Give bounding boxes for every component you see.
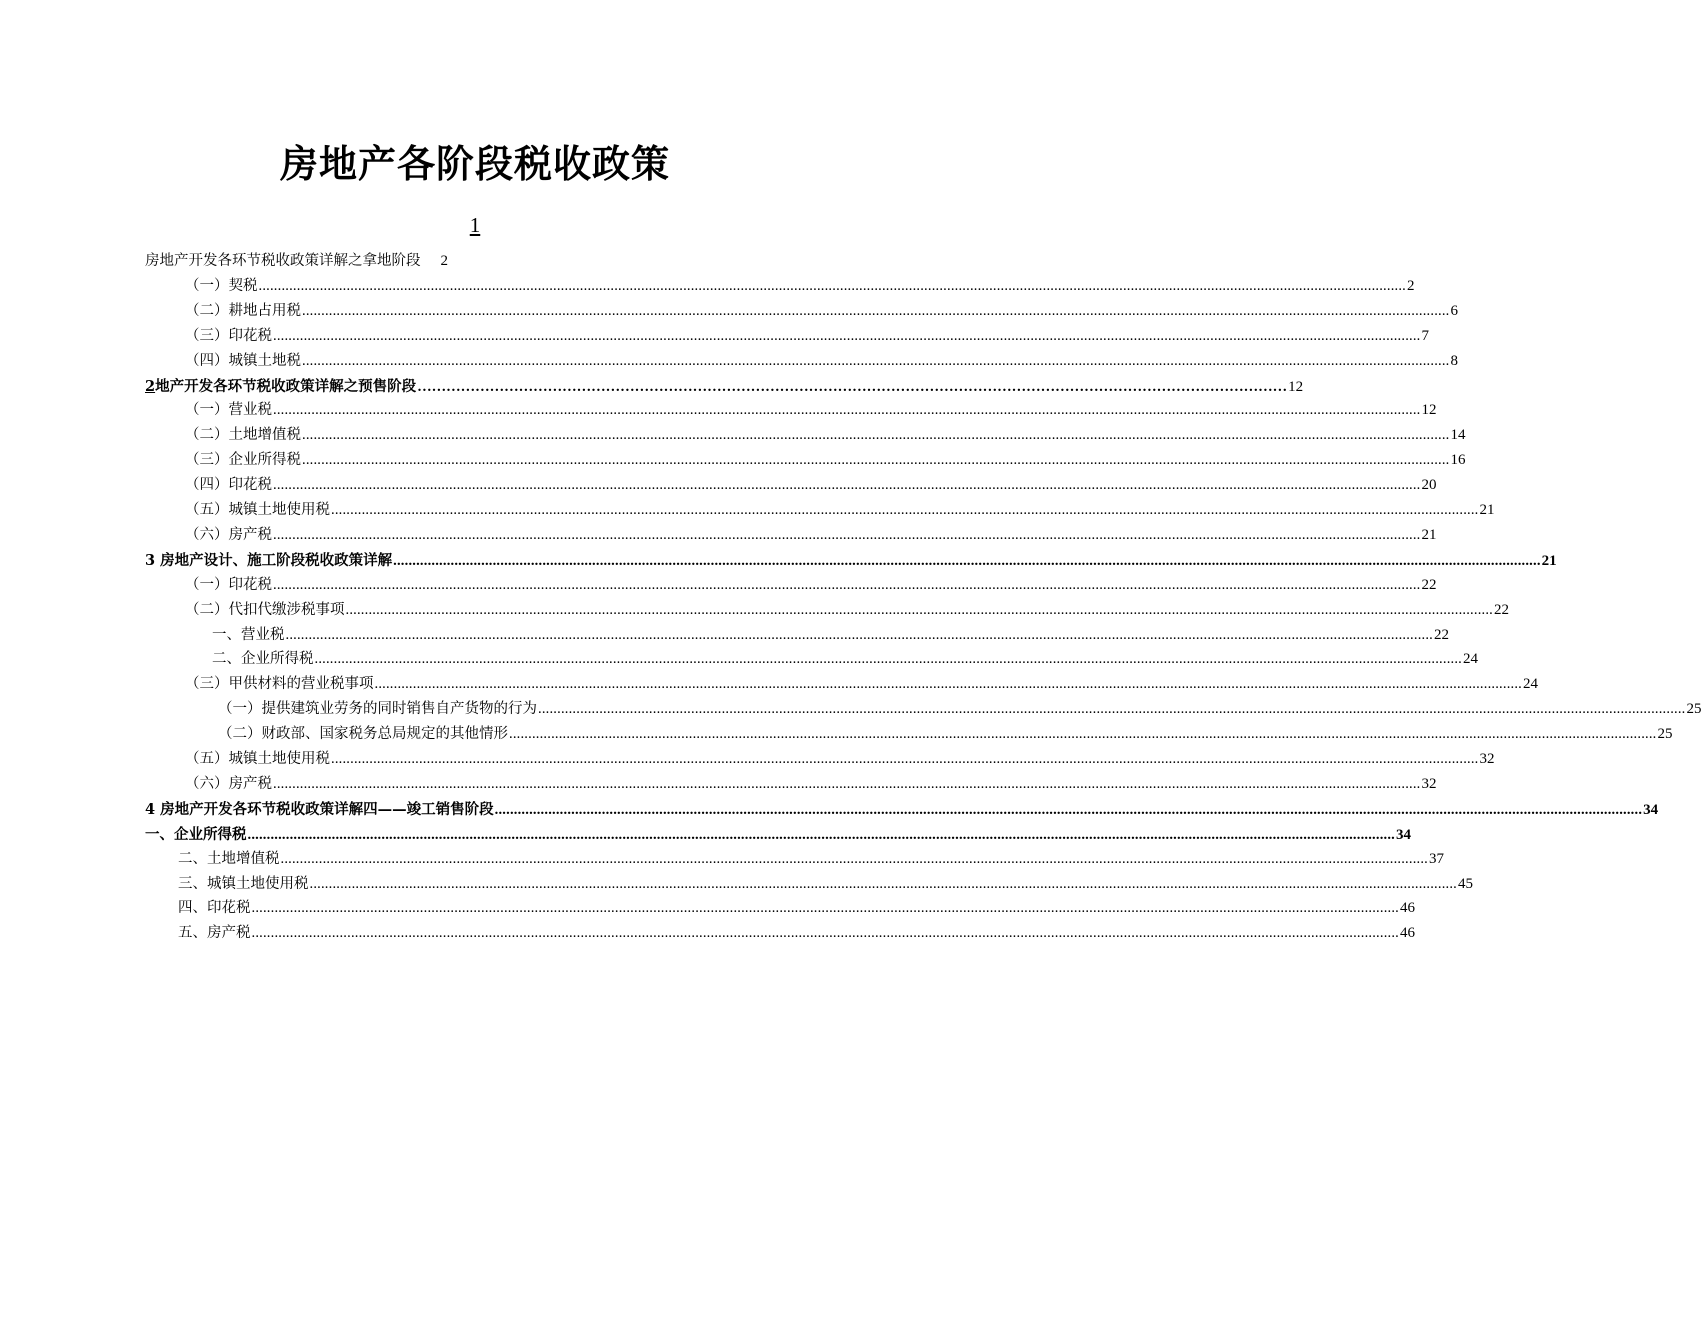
toc-page-number: 24 xyxy=(1523,676,1538,693)
toc-dot-leader: ............................................................................................................................................................................................................................................................................................................ xyxy=(494,801,1643,818)
toc-entry[interactable] xyxy=(178,921,1415,946)
toc-entry[interactable] xyxy=(145,822,1411,847)
toc-entry-text: 4 房地产开发各环节税收政策详解四——竣工销售阶段 xyxy=(145,800,494,818)
toc-entry-label xyxy=(178,896,251,921)
toc-page-number: 22 xyxy=(1494,601,1509,618)
toc-page-number: 2 xyxy=(1407,277,1415,294)
toc-entry-label xyxy=(145,249,421,274)
toc-page-number: 21 xyxy=(1541,552,1557,569)
toc-entry-text: （五）城镇土地使用税 xyxy=(185,751,330,767)
toc-dot-leader: ............................................................................................................................................................................................................................................................................................................ xyxy=(273,576,1421,593)
toc-entry-text: （四）城镇土地税 xyxy=(185,352,301,369)
toc-page-number: 8 xyxy=(1450,352,1458,369)
toc-entry[interactable] xyxy=(178,847,1444,872)
toc-dot-leader: ............................................................................................................................................................................................................................................................................................................ xyxy=(509,726,1657,743)
toc-dot-leader: ............................................................................................................................................................................................................................................................................................................ xyxy=(302,427,1450,444)
toc-entry[interactable] xyxy=(185,747,1495,772)
toc-entry[interactable] xyxy=(218,722,1673,747)
toc-entry-number: 2 xyxy=(145,377,156,395)
toc-entry[interactable] xyxy=(185,498,1495,523)
toc-entry-text: （三）印花税 xyxy=(185,327,272,344)
toc-entry-label xyxy=(185,498,330,523)
toc-entry[interactable] xyxy=(185,274,1415,299)
toc-entry[interactable] xyxy=(212,647,1478,672)
toc-page-number: 34 xyxy=(1396,826,1411,843)
toc-page-number: 12 xyxy=(1421,402,1437,419)
toc-dot-leader: ............................................................................................................................................................................................................................................................................................................ xyxy=(302,452,1450,469)
toc-entry[interactable] xyxy=(185,772,1437,797)
toc-entry-text: （四）印花税 xyxy=(185,477,272,494)
toc-entry[interactable] xyxy=(145,249,490,274)
toc-page-number: 46 xyxy=(1400,925,1415,942)
toc-dot-leader: ............................................................................................................................................................................................................................................................................................................ xyxy=(393,552,1541,569)
toc-entry-text: 一、企业所得税 xyxy=(145,825,247,843)
toc-page-number: 32 xyxy=(1421,775,1437,792)
toc-page-number: 21 xyxy=(1479,502,1495,518)
toc-dot-leader: ............................................................................................................................................................................................................................................................................................................ xyxy=(258,277,1406,294)
toc-dot-leader: ............................................................................................................................................................................................................................................................................................................ xyxy=(247,826,1395,843)
toc-entry[interactable] xyxy=(185,448,1466,473)
toc-entry-text: 二、企业所得税 xyxy=(212,651,314,668)
toc-entry-text: 二、土地增值税 xyxy=(178,850,280,867)
toc-entry-label xyxy=(145,548,392,573)
toc-entry-text: （六）房产税 xyxy=(185,526,272,543)
toc-entry-text: （一）提供建筑业劳务的同时销售自产货物的行为 xyxy=(218,701,537,718)
toc-entry-text: 一、营业税 xyxy=(212,626,285,643)
toc-page-number: 32 xyxy=(1479,751,1495,767)
toc-entry[interactable] xyxy=(145,548,1557,573)
toc-entry-text: 四、印花税 xyxy=(178,900,251,917)
toc-page-number: 37 xyxy=(1429,850,1444,867)
toc-entry[interactable] xyxy=(185,473,1437,498)
toc-dot-leader: ............................................................................................................................................................................................................................................................................................................ xyxy=(251,900,1399,917)
toc-entry-label xyxy=(185,349,301,374)
toc-entry-label xyxy=(185,573,272,598)
page-number[interactable]: 1 xyxy=(469,213,481,237)
toc-entry-text: （一）契税 xyxy=(185,277,258,294)
toc-dot-leader: ............................................................................................................................................................................................................................................................................................................ xyxy=(345,601,1493,618)
toc-entry-label xyxy=(218,722,508,747)
toc-entry-text: 3 房地产设计、施工阶段税收政策详解 xyxy=(145,551,393,569)
toc-page-number: 46 xyxy=(1400,900,1415,917)
toc-entry[interactable] xyxy=(185,349,1458,374)
toc-entry-text: （六）房产税 xyxy=(185,775,272,792)
toc-entry-label xyxy=(145,822,247,847)
toc-entry[interactable] xyxy=(185,299,1458,324)
toc-entry[interactable] xyxy=(178,896,1415,921)
toc-entry-text: 五、房产税 xyxy=(178,925,251,942)
toc-dot-leader: ............................................................................................................................................................................................................................................................................................................ xyxy=(280,850,1428,867)
toc-entry-text: （一）印花税 xyxy=(185,576,272,593)
toc-entry-label xyxy=(178,847,280,872)
toc-dot-leader: ............................................................................................................................................................................................................................................................................................................ xyxy=(331,751,1479,767)
toc-dot-leader: ............................................................................................................................................................................................................................................................................................................ xyxy=(302,352,1450,369)
toc-dot-leader: ............................................................................................................................................................................................................................................................................................................ xyxy=(374,676,1522,693)
toc-entry-label xyxy=(145,797,494,822)
toc-entry-text: （二）财政部、国家税务总局规定的其他情形 xyxy=(218,726,508,743)
toc-entry-text: （三）企业所得税 xyxy=(185,452,301,469)
toc-entry-label xyxy=(185,598,345,623)
toc-page-number: 25 xyxy=(1686,701,1702,718)
toc-page-number: 12 xyxy=(1288,378,1304,395)
toc-entry-label xyxy=(212,623,285,648)
toc-entry-label xyxy=(185,423,301,448)
toc-entry[interactable] xyxy=(218,697,1702,722)
toc-entry-text: （二）耕地占用税 xyxy=(185,302,301,319)
toc-dot-leader: ............................................................................................................................................................................................................................................................................................................ xyxy=(273,477,1421,494)
toc-entry-label xyxy=(185,324,272,349)
toc-entry[interactable] xyxy=(145,374,1304,399)
toc-page-number: 25 xyxy=(1657,726,1673,743)
toc-page-number: 45 xyxy=(1458,875,1473,892)
toc-entry-label xyxy=(185,523,272,548)
toc-page-number: 21 xyxy=(1421,526,1437,543)
toc-dot-leader: ............................................................................................................................................................................................................................................................................................................ xyxy=(538,701,1686,718)
toc-entry[interactable] xyxy=(185,398,1437,423)
toc-entry[interactable] xyxy=(185,598,1509,623)
toc-page-number: 20 xyxy=(1421,477,1437,494)
toc-dot-leader: ............................................................................................................................................................................................................................................................................................................ xyxy=(273,775,1421,792)
toc-dot-leader: ……………………………………………………………………………………………………………………………………………………………… xyxy=(417,378,1288,395)
toc-dot-leader: ............................................................................................................................................................................................................................................................................................................ xyxy=(302,302,1450,319)
toc-entry-text: 房地产开发各环节税收政策详解之拿地阶段 xyxy=(145,253,421,269)
toc-dot-leader: ............................................................................................................................................................................................................................................................................................................ xyxy=(251,925,1399,942)
toc-entry-text: （二）土地增值税 xyxy=(185,427,301,444)
toc-dot-leader: ............................................................................................................................................................................................................................................................................................................ xyxy=(273,526,1421,543)
toc-entry[interactable] xyxy=(212,623,1449,648)
toc-entry-label xyxy=(178,921,251,946)
toc-entry-text: （一）营业税 xyxy=(185,402,272,419)
toc-page-number: 22 xyxy=(1421,576,1437,593)
toc-entry-label xyxy=(218,697,537,722)
toc-entry-label xyxy=(178,872,309,897)
toc-entry[interactable] xyxy=(178,872,1473,897)
page-title: 房地产各阶段税收政策 xyxy=(279,142,670,186)
toc-entry-text: （五）城镇土地使用税 xyxy=(185,502,330,518)
toc-dot-leader: ............................................................................................................................................................................................................................................................................................................ xyxy=(273,327,1421,344)
toc-page-number: 2 xyxy=(440,253,448,269)
toc-entry[interactable] xyxy=(185,423,1466,448)
toc-dot-leader: ............................................................................................................................................................................................................................................................................................................ xyxy=(309,875,1457,892)
toc-entry-label xyxy=(185,672,374,697)
toc-entry-label xyxy=(145,374,416,399)
toc-dot-leader: ............................................................................................................................................................................................................................................................................................................ xyxy=(273,402,1421,419)
toc-page-number: 7 xyxy=(1421,327,1429,344)
toc-entry[interactable] xyxy=(185,523,1437,548)
toc-dot-leader: ............................................................................................................................................................................................................................................................................................................ xyxy=(331,502,1479,518)
toc-entry-label xyxy=(185,299,301,324)
toc-page-number: 24 xyxy=(1463,651,1478,668)
toc-entry-text: （三）甲供材料的营业税事项 xyxy=(185,676,374,693)
toc-page-number: 34 xyxy=(1643,801,1659,818)
toc-page-number: 6 xyxy=(1450,302,1458,319)
toc-entry-label xyxy=(185,274,258,299)
toc-page-number: 16 xyxy=(1450,452,1466,469)
toc-dot-leader: ............................................................................................................................................................................................................................................................................................................ xyxy=(285,626,1433,643)
toc-entry-label xyxy=(185,473,272,498)
toc-entry-label xyxy=(212,647,314,672)
toc-entry[interactable] xyxy=(145,797,1659,822)
toc-entry-text: 地产开发各环节税收政策详解之预售阶段 xyxy=(155,377,417,395)
toc-entry-label xyxy=(185,747,330,772)
toc-entry-label xyxy=(185,398,272,423)
toc-entry-text: 三、城镇土地使用税 xyxy=(178,875,309,892)
toc-entry[interactable] xyxy=(185,324,1429,349)
toc-entry[interactable] xyxy=(185,672,1538,697)
toc-entry-text: （二）代扣代缴涉税事项 xyxy=(185,601,345,618)
toc-page-number: 14 xyxy=(1450,427,1466,444)
toc-entry-label xyxy=(185,448,301,473)
toc-page-number: 22 xyxy=(1434,626,1449,643)
toc-entry[interactable] xyxy=(185,573,1437,598)
toc-entry-label xyxy=(185,772,272,797)
toc-dot-leader: ............................................................................................................................................................................................................................................................................................................ xyxy=(314,651,1462,668)
